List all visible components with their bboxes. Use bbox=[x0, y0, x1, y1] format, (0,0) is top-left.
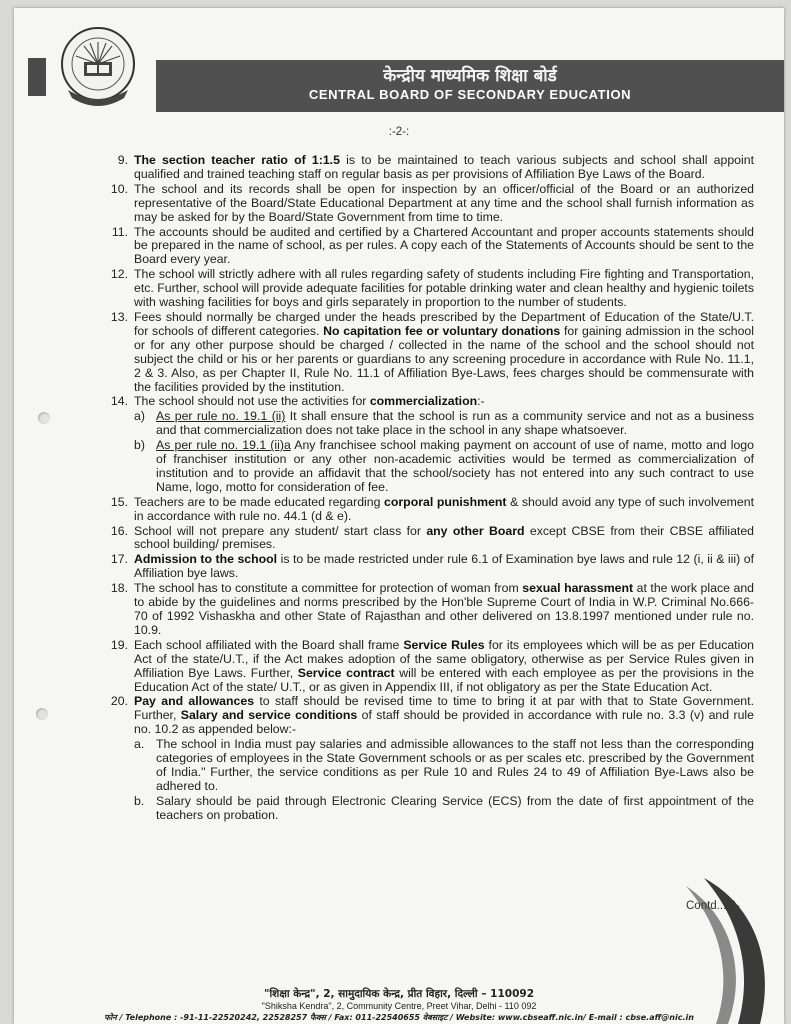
header-english-title: CENTRAL BOARD OF SECONDARY EDUCATION bbox=[308, 87, 632, 102]
list-item: 16. School will not prepare any student/ start class for any other Board except CBSE from their CBSE affiliated school building/ premises. bbox=[110, 523, 755, 552]
footer-hindi-address: "शिक्षा केन्द्र", 2, सामुदायिक केन्द्र, प्रीत विहार, दिल्ली – 110092 bbox=[263, 988, 535, 1000]
list-item: 10. The school and its records shall be open for inspection by an officer/official of the Board or an authorized representative of the Board/State Educational Department at any time and the school shall furnish information as may be asked for by the Board/State Government from time to time. bbox=[110, 181, 754, 224]
sub-list-item: a) As per rule no. 19.1 (ii) It shall ensure that the school is run as a community service and not as a business and that commercialization does not take place in the school in any shape whatsoever. bbox=[134, 409, 754, 438]
list-item: 19. Each school affiliated with the Board shall frame Service Rules for its employees which will be as per Education Act of the state/U.T., if the Act makes adoption of the same obligatory, otherwise as per Service Rules given in Affiliation Bye Laws. Further, Service contract will be entered with each employee as per the provisions in the Education Act of the state/ U.T., or as given in Appendix III, if not obligatory as per the State Education Act. bbox=[110, 637, 755, 694]
document-page bbox=[14, 8, 784, 1024]
side-tab-mark bbox=[28, 58, 46, 96]
page-number: :-2-: bbox=[388, 126, 410, 138]
list-item: 11. The accounts should be audited and certified by a Chartered Accountant and proper accounts statements should be prepared in the name of school, as per rules. A copy each of the Statements of Accounts should be sent to the Board every year. bbox=[111, 224, 754, 267]
footer-contact: फोन / Telephone : -91-11-22520242, 22528257 फैक्स / Fax: 011-22540655 वेबसाइट / Website: www.cbseaff.nic.in/ E-mail : cbse.aff@nic.in bbox=[104, 1013, 694, 1022]
list-item: 13. Fees should normally be charged under the heads prescribed by the Department of Education of the State/U.T. for schools of different categories. No capitation fee or voluntary donations for gaining admission in the school or for any other purpose should be charged / collected in the name of the school and the school should not subject the child or his or her parents or guardians to any screening procedure in accordance with Rule No. 11.1, 2 & 3. Also, as per Chapter II, Rule No. 11.1 of Affiliation Bye-Laws, fees charges should be commensurate with the facilities provided by the institution. bbox=[110, 309, 754, 394]
list-item: 17. Admission to the school is to be made restricted under rule 6.1 of Examination bye laws and rule 12 (i, ii & iii) of Affiliation bye laws. bbox=[110, 552, 754, 581]
sub-list-item: b) As per rule no. 19.1 (ii)a Any franchisee school making payment on account of use of name, motto and logo of franchiser institution or any other non-academic activities would be termed as commercialization of institution and to provide an affidavit that the school/society has not entered into any such contract to use Name, logo, motto for consideration of fee. bbox=[134, 438, 754, 494]
footer-english-address: "Shiksha Kendra", 2, Community Centre, Preet Vihar, Delhi - 110 092 bbox=[261, 1001, 537, 1011]
continued-note: Contd... 3- bbox=[686, 900, 740, 912]
list-item: 12. The school will strictly adhere with all rules regarding safety of students including Fire fighting and Transportation, etc. Further, school will provide adequate facilities for potable drinking water and clean healthy and hygienic toilets with washing facilities for boys and girls separately in proportion to the number of students. bbox=[110, 267, 754, 310]
document-body bbox=[106, 154, 754, 824]
list-item: 18. The school has to constitute a committee for protection of woman from sexual harassment at the work place and to abide by the guidelines and norms prescribed by the Hon'ble Supreme Court of India in W.P. Criminal No.666-70 of 1992 Vishaskha and other State of Rajasthan and other delivered on 13.8.1997 mentioned under rule no. 10.9. bbox=[110, 581, 754, 637]
footer-address bbox=[14, 988, 784, 1023]
sub-list-item: a. The school in India must pay salaries and admissible allowances to the staff not less than the corresponding categories of employees in the State Government schools or as per scales etc. prescribed by the Government of India." Further, the service conditions as per Rule 10 and Rules 24 to 49 of Affiliation Bye-Laws also be adhered to. bbox=[134, 737, 754, 793]
punch-hole bbox=[36, 708, 48, 720]
punch-hole bbox=[38, 412, 50, 424]
list-item: 15. Teachers are to be made educated regarding corporal punishment & should avoid any type of such involvement in accordance with rule no. 44.1 (d & e). bbox=[110, 494, 754, 523]
header-banner bbox=[156, 60, 784, 112]
list-item: 14. The school should not use the activities for commercialization:- bbox=[110, 394, 485, 409]
cbse-emblem-icon bbox=[54, 24, 142, 112]
list-item: 9. The section teacher ratio of 1:1.5 is to be maintained to teach various subjects and school shall appoint qualified and trained teaching staff on regular basis as per provisions of Affiliation Bye Laws of the Board. bbox=[117, 153, 754, 181]
sub-list-item: b. Salary should be paid through Electronic Clearing Service (ECS) from the date of first appointment of the teachers on probation. bbox=[134, 793, 754, 822]
header-hindi-title: केन्द्रीय माध्यमिक शिक्षा बोर्ड bbox=[383, 66, 557, 86]
list-item: 20. Pay and allowances to staff should be revised time to time to bring it at par with that to State Government. Further, Salary and service conditions of staff should be provided in accordance with rule no. 3.3 (v) and rule no. 10.2 as appended below:- bbox=[110, 694, 754, 737]
